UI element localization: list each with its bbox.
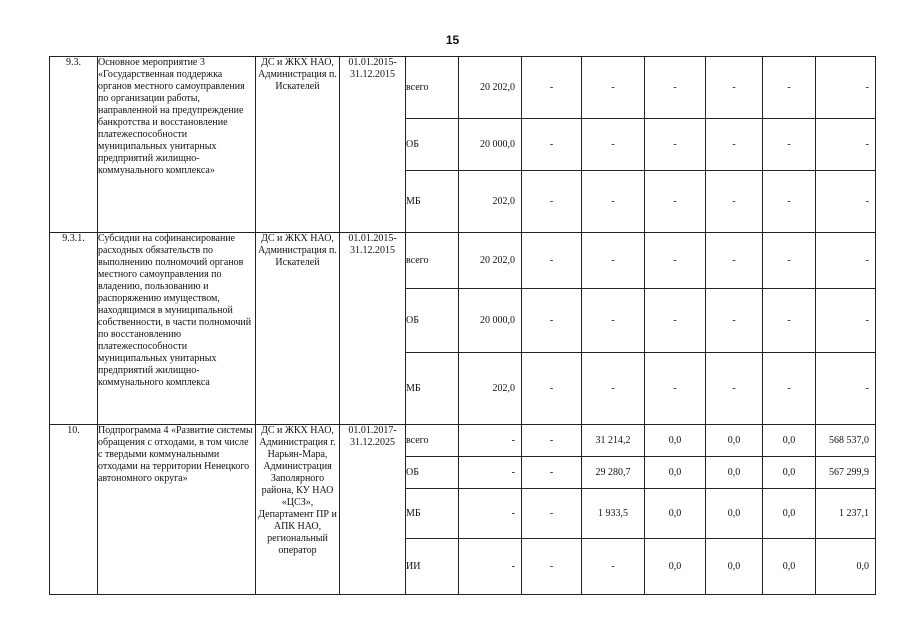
value-cell: 20 202,0: [459, 57, 522, 119]
value-cell: -: [582, 289, 645, 353]
value-cell: 31 214,2: [582, 425, 645, 457]
funding-source: МБ: [406, 489, 459, 539]
value-cell: -: [816, 171, 876, 233]
value-cell: 0,0: [645, 539, 706, 595]
value-cell: -: [645, 119, 706, 171]
funding-source: всего: [406, 233, 459, 289]
row-name: Субсидии на софинансирование расходных обязательств по выполнению полномочий органов местного самоуправления по владению, пользованию и распоряжению имуществом, находящимся в муниципальной собственности, в части полномочий по восстановлению платежеспособности муниципальных унитарных предприятий жилищно-коммунального комплекса: [98, 233, 256, 425]
page-number: 15: [445, 33, 460, 47]
value-cell: -: [459, 489, 522, 539]
value-cell: -: [763, 289, 816, 353]
value-cell: 0,0: [706, 425, 763, 457]
funding-source: всего: [406, 425, 459, 457]
value-cell: 568 537,0: [816, 425, 876, 457]
row-period: 01.01.2015-31.12.2015: [340, 57, 406, 233]
value-cell: -: [582, 353, 645, 425]
value-cell: -: [706, 289, 763, 353]
row-name: Подпрограмма 4 «Развитие системы обращения с отходами, в том числе с твердыми коммунальными отходами на территории Ненецкого автономного округа»: [98, 425, 256, 595]
value-cell: -: [582, 171, 645, 233]
value-cell: -: [763, 57, 816, 119]
value-cell: 0,0: [763, 539, 816, 595]
value-cell: 0,0: [706, 457, 763, 489]
funding-source: МБ: [406, 353, 459, 425]
value-cell: -: [522, 171, 582, 233]
row-executor: ДС и ЖКХ НАО, Администрация п. Искателей: [256, 233, 340, 425]
value-cell: 0,0: [816, 539, 876, 595]
budget-table: [49, 56, 876, 595]
value-cell: 202,0: [459, 171, 522, 233]
row-code: 9.3.1.: [50, 233, 98, 425]
value-cell: 0,0: [706, 489, 763, 539]
value-cell: -: [645, 289, 706, 353]
value-cell: -: [645, 171, 706, 233]
value-cell: 0,0: [706, 539, 763, 595]
value-cell: 1 933,5: [582, 489, 645, 539]
value-cell: 29 280,7: [582, 457, 645, 489]
row-period: 01.01.2015-31.12.2015: [340, 233, 406, 425]
value-cell: -: [459, 425, 522, 457]
value-cell: -: [763, 353, 816, 425]
value-cell: -: [763, 119, 816, 171]
value-cell: -: [816, 57, 876, 119]
value-cell: -: [816, 119, 876, 171]
funding-source: ОБ: [406, 289, 459, 353]
value-cell: -: [522, 489, 582, 539]
row-executor: ДС и ЖКХ НАО, Администрация г. Нарьян-Мара, Администрация Заполярного района, КУ НАО «ЦСЗ», Департамент ПР и АПК НАО, региональный оператор: [256, 425, 340, 595]
value-cell: -: [522, 539, 582, 595]
value-cell: -: [706, 119, 763, 171]
value-cell: -: [763, 171, 816, 233]
value-cell: -: [645, 233, 706, 289]
value-cell: -: [582, 57, 645, 119]
value-cell: -: [582, 119, 645, 171]
value-cell: -: [522, 57, 582, 119]
value-cell: -: [706, 233, 763, 289]
value-cell: 202,0: [459, 353, 522, 425]
value-cell: 0,0: [763, 489, 816, 539]
row-code: 10.: [50, 425, 98, 595]
row-name: Основное мероприятие 3 «Государственная поддержка органов местного самоуправления по организации работы, направленной на предупреждение банкротства и восстановление платежеспособности муниципальных унитарных предприятий жилищно-коммунального комплекса»: [98, 57, 256, 233]
value-cell: 1 237,1: [816, 489, 876, 539]
row-code: 9.3.: [50, 57, 98, 233]
value-cell: 0,0: [763, 425, 816, 457]
value-cell: -: [459, 539, 522, 595]
value-cell: -: [582, 539, 645, 595]
value-cell: -: [706, 57, 763, 119]
value-cell: -: [816, 289, 876, 353]
value-cell: -: [522, 233, 582, 289]
value-cell: -: [522, 289, 582, 353]
value-cell: 0,0: [645, 457, 706, 489]
value-cell: 20 000,0: [459, 119, 522, 171]
row-period: 01.01.2017-31.12.2025: [340, 425, 406, 595]
funding-source: МБ: [406, 171, 459, 233]
funding-source: ОБ: [406, 457, 459, 489]
value-cell: -: [582, 233, 645, 289]
value-cell: -: [645, 57, 706, 119]
value-cell: -: [522, 457, 582, 489]
table-row: [50, 57, 876, 119]
value-cell: -: [816, 353, 876, 425]
funding-source: всего: [406, 57, 459, 119]
value-cell: -: [816, 233, 876, 289]
value-cell: 0,0: [645, 425, 706, 457]
table-row: [50, 233, 876, 289]
value-cell: 567 299,9: [816, 457, 876, 489]
value-cell: -: [522, 119, 582, 171]
value-cell: -: [522, 425, 582, 457]
value-cell: -: [459, 457, 522, 489]
funding-source: ОБ: [406, 119, 459, 171]
value-cell: -: [763, 233, 816, 289]
value-cell: 0,0: [763, 457, 816, 489]
table-row: [50, 425, 876, 457]
value-cell: -: [706, 353, 763, 425]
row-executor: ДС и ЖКХ НАО, Администрация п. Искателей: [256, 57, 340, 233]
value-cell: 20 000,0: [459, 289, 522, 353]
value-cell: -: [522, 353, 582, 425]
funding-source: ИИ: [406, 539, 459, 595]
value-cell: -: [706, 171, 763, 233]
value-cell: 0,0: [645, 489, 706, 539]
value-cell: -: [645, 353, 706, 425]
value-cell: 20 202,0: [459, 233, 522, 289]
